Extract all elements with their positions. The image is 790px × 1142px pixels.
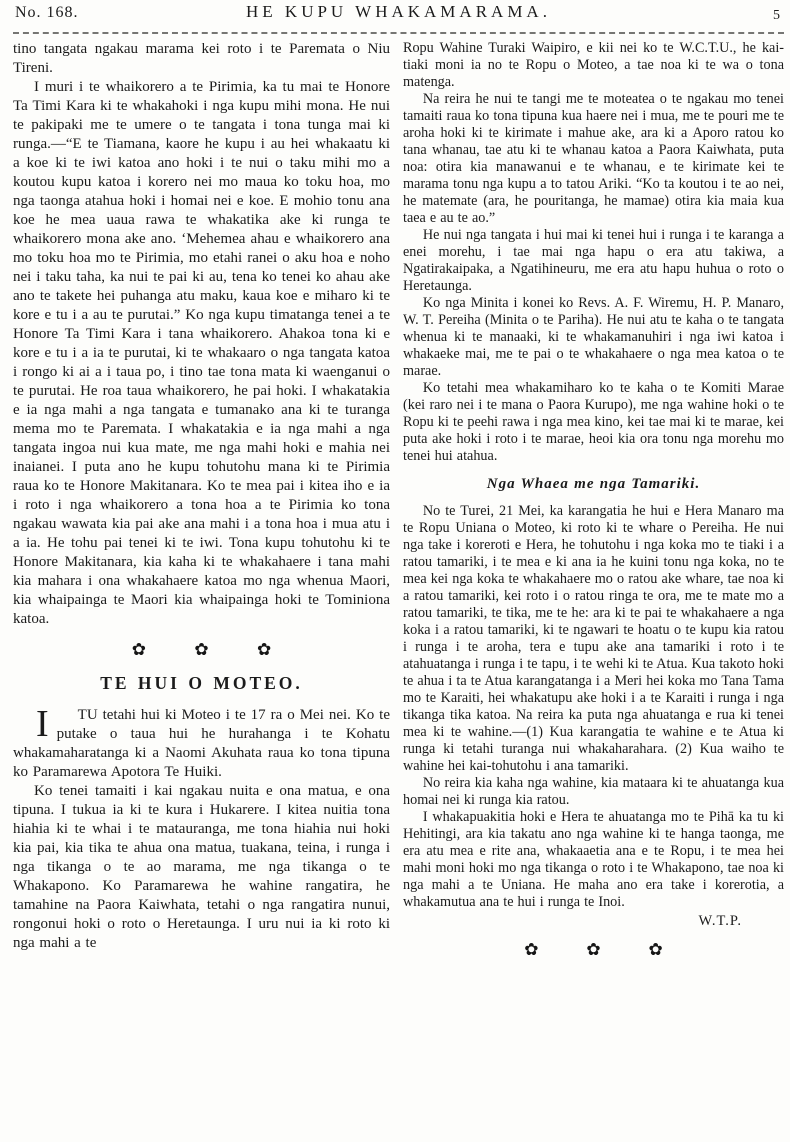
paragraph: tino tangata ngakau marama kei roto i te Paremata o Niu Tireni. <box>13 41 390 76</box>
left-column <box>13 40 390 961</box>
issue-number: No. 168. <box>15 4 79 21</box>
rosette-ornament-icon: ✿ <box>131 640 146 660</box>
paragraph: Ko nga Minita i konei ko Revs. A. F. Wiremu, H. P. Manaro, W. T. Pereiha (Minita o te Pariha). He nui atu te kaha o te tangata whenua ki te manaaki, ki te whakamanuhiri i nga iwi katoa i whakaeke mai, me te pai o te whakahaere o nga mea katoa o te marae. <box>403 295 784 379</box>
ornament-row <box>13 641 390 660</box>
paragraph: Na reira he nui te tangi me te moteatea o te ngakau mo tenei tamaiti raua ko tona tipuna kua haere nei i mua, me te pouri me te aroha hoki ki te kirimate i mahue ake, ara ki a Aporo ratou ko tana whanau, tae atu ki te whanau katoa a Paora Kaiwhata, puta noa: otira kia manawanui e te whanau, e te kirimate kei te marama tonu nga kupu a to tatou Ariki. “Ko ta koutou i te ao nei, he matemate (ara, he pouritanga, he mamae) otira kia maia kua taea e au te ao.” <box>403 91 784 226</box>
page-number: 5 <box>773 8 780 23</box>
paragraph: I whakapuakitia hoki e Hera te ahuatanga mo te Pihā ka tu ki Hehitingi, ara kia takatu ano nga wahine ki te hanga taonga, me era atu mea e rite ana, whakaaetia ana e te Ropu, i te mea hei mahi moni hoki mo nga tikanga o roto i te Whakapono, tae noa ki nga mahi a te Uniana. He maha ano era take i korerotia, a whakamutua ana te hui i runga te Inoi. <box>403 809 784 910</box>
masthead-rule <box>13 32 784 34</box>
paragraph: I muri i te whaikorero a te Pirimia, ka tu mai te Honore Ta Timi Kara ki te whakahoki i nga kupu mihi mona. He nui te pakipaki me te umere o te tangata i tona tunga mai ki runga.—“E te Tiamana, kaore he kupu i au hei whakaatu ki a koe ki te iwi katoa ano hoki i te nui o taku mihi mo a koutou kupu katoa i korero nei mo maua ko toku hoa, mo nga taonga atahua hoki i homai nei e koe. E mohio tonu ana koe he mea uaua rawa te whakatika ake ki runga te whaikorero mona ake ano. ‘Mehemea ahau e whaikorero ana mo toku hoa mo te Pirimia, mo etahi ranei o aku hoa e noho nei i taku taha, ka nui te pai ki au, tena ko tenei ko ahau ake ano te takete hei puhanga atu maku, kaua koe e miharo ki te kore e tu i a au te purutai.” Ko nga kupu timatanga tenei a te Honore Ta Timi Kara i tana whaikorero. Ahakoa tona ki e kore e tu i a ia te purutai, ki te whakaaro o nga tangata katoa i rongo ki ai a i taua po, i tino tae tona mata ki waenganui o te purutai. He roa taua whaikorero, he pai hoki. I whakatakia e ia nga mahi a nga tangata e tumanako ana ki te turanga mema mo te Paremata. I whakatakia e ia nga mahi a nga tangata ingoa nui kua mate, me nga mahi hoki e mahia nei inaianei. I puta ano he kupu tohutohu mana ki te Pirimia raua ko te Honore Makitanara. Ko te mea pai i kitea iho e ia i roto i nga whaikorero a tona hoa a te Pirimia ko tona ngakau wawata kia pai ake ana mahi i a tona hoa i mua atu i a ia. He tohu pai tenei ki te iwi. Tona kupu tohutohu ki te Honore Makitanara, kia kaha ki te whakahaere i tana mahi kia mahara i ona whakahaere katoa mo nga whenua Maori, kia whaipainga te Maori kia whaipainga hoki te Tominiona katoa. <box>13 79 390 627</box>
paragraph-text: TU tetahi hui ki Moteo i te 17 ra o Mei nei. Ko te putake o taua hui he hurahanga i te Kohatu whakamaharatanga ki a Naomi Akuhata raua ko tona tipuna ko Paramarewa Apotora Te Huiki. <box>13 707 390 780</box>
drop-cap: I <box>36 703 49 745</box>
paragraph: He nui nga tangata i hui mai ki tenei hui i runga i te karanga a enei morehu, i tae mai nga hapu o era atu takiwa, a Ngatirakaipaka, a Ngatihineuru, me era atu hapu huhua o roto o Heretaunga. <box>403 227 784 294</box>
rosette-ornament-icon: ✿ <box>194 640 209 660</box>
sub-heading: Nga Whaea me nga Tamariki. <box>486 476 701 492</box>
rosette-ornament-icon: ✿ <box>586 940 601 960</box>
column-layout <box>13 40 784 961</box>
masthead <box>13 2 784 28</box>
paragraph <box>13 703 390 782</box>
paper-title: HE KUPU WHAKAMARAMA. <box>246 2 551 21</box>
ornament-row <box>403 942 784 959</box>
rosette-ornament-icon: ✿ <box>524 940 539 960</box>
paragraph: No reira kia kaha nga wahine, kia mataara ki te ahuatanga kua homai nei ki runga kia ratou. <box>403 775 784 808</box>
paragraph: Ko tetahi mea whakamiharo ko te kaha o te Komiti Marae (kei raro nei i te mana o Paora Kurupo), me nga wahine hoki o te Ropu ki te peehi rawa i nga mea kino, kei tae mai ki te marae, kei puta ake hoki i roto i te marae, heoi kia ora tonu nga morehu mo tenei hui atahua. <box>403 380 784 464</box>
paragraph: Ko tenei tamaiti i kai ngakau nuita e ona matua, e ona tipuna. I tukua ia ki te kura i Hukarere. I kitea nuitia tona hiahia ki te whai i te matauranga, me tona hiahia nui hoki kia pai, kia tika te ahua ona matua, tuakana, teina, i runga i nga tikanga o te ao marama, me nga tikanga o te Whakapono. Ko Paramarewa he wahine rangatira, he tamahine na Paora Kaiwhata, tetahi o nga rangatira nunui, rongonui hoki o roto o Heretaunga. I uru nui ia ki roto ki nga mahi a te <box>13 783 390 951</box>
rosette-ornament-icon: ✿ <box>257 640 272 660</box>
paragraph: No te Turei, 21 Mei, ka karangatia he hui e Hera Manaro ma te Ropu Uniana o Moteo, ki roto ki te whare o Pereiha. He nui nga take i koreroti e Hera, he tohutohu i nga koka mo te tiaki i a ratou tamariki, i te mea e ki ana ia he kuini tonu nga koka, no te mea kei nga koka te whakahaere mo o ratou ake whare, tae noa ki a ratou tamariki, kei roto i o ratou ringa te ora, me te mate mo a ratou tamariki, te tika, me te he: ara ki te pai te whakahaere a nga koka i a ratou tamariki, ki te ngawari te hoatu o te kupu kia ratou i runga i te aroha, tera e tupu ake ana tamariki i roto i te atahuatanga i runga i te tapu, i te wehi ki te Atua. Kua takoto hoki te ahua i ta te Atua karangatanga i a Meri hei koka mo Tana Tama mo te Karaiti, hei whakatupu ake hoki i a te Karaiti i runga i nga tikanga tika katoa. Na reira ka puta nga ahuatanga e rua ki tenei mea ki te wahine.—(1) Kua karangatia te wahine e te Atua ki runga ki tetahi turanga nui whakaharahara. (2) Kua waiho te wahine hei kai-tohutohu i ana tamariki. <box>403 503 784 774</box>
right-column <box>403 40 784 961</box>
article-heading: TE HUI O MOTEO. <box>100 673 303 693</box>
paragraph: Ropu Wahine Turaki Waipiro, e kii nei ko te W.C.T.U., he kai-tiaki moni ia no te Ropu o Moteo, a tae noa ki te wa o tona matenga. <box>403 40 784 90</box>
rosette-ornament-icon: ✿ <box>648 940 663 960</box>
signature: W.T.P. <box>698 913 742 929</box>
